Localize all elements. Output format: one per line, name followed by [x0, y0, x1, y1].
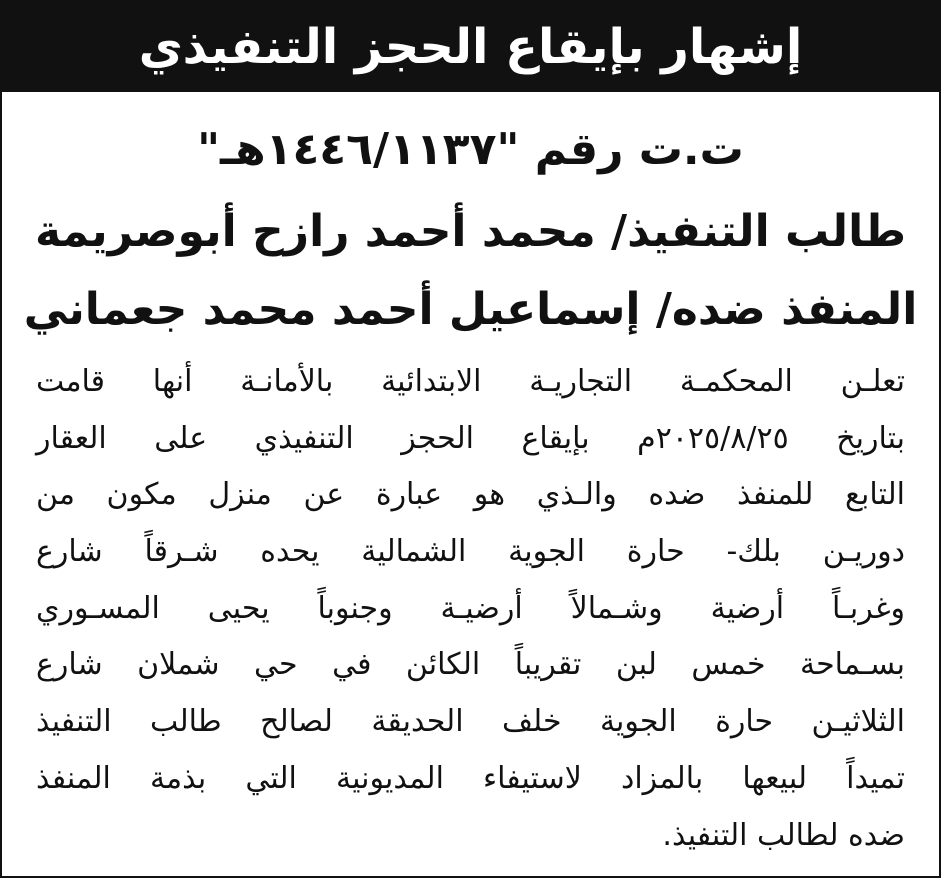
body-line: التابع للمنفذ ضده والـذي هو عبارة عن منزل مكون من — [36, 477, 905, 513]
notice-body — [36, 354, 905, 864]
body-line: الثلاثيـن حارة الجوية خلف الحديقة لصالح طالب التنفيذ — [36, 704, 905, 740]
case-number: ت.ت رقم "١٤٤٦/١١٣٧هـ" — [197, 124, 744, 175]
body-line: تميداً لبيعها بالمزاد لاستيفاء المديونية التي بذمة المنفذ — [36, 760, 905, 796]
body-line: دوريـن بلك- حارة الجوية الشمالية يحده شـرقاً شارع — [36, 534, 905, 570]
enforcement-requester: طالب التنفيذ/ محمد أحمد رازح أبوصريمة — [34, 206, 907, 257]
body-line: بتاريخ ٢٠٢٥/٨/٢٥م بإيقاع الحجز التنفيذي على العقار — [36, 420, 905, 456]
body-line: بسـماحة خمس لبن تقريباً الكائن في حي شملان شارع — [36, 647, 905, 683]
body-line: ضده لطالب التنفيذ. — [662, 817, 905, 853]
enforced-against: المنفذ ضده/ إسماعيل أحمد محمد جعماني — [23, 284, 918, 335]
body-line: وغربـاً أرضية وشـمالاً أرضيـة وجنوباً يحيى المسـوري — [36, 590, 905, 626]
title-bar — [2, 2, 939, 92]
body-line: تعلـن المحكمـة التجاريـة الابتدائية بالأمانـة أنها قامت — [36, 364, 905, 399]
notice-title: إشهار بإيقاع الحجز التنفيذي — [138, 19, 803, 75]
